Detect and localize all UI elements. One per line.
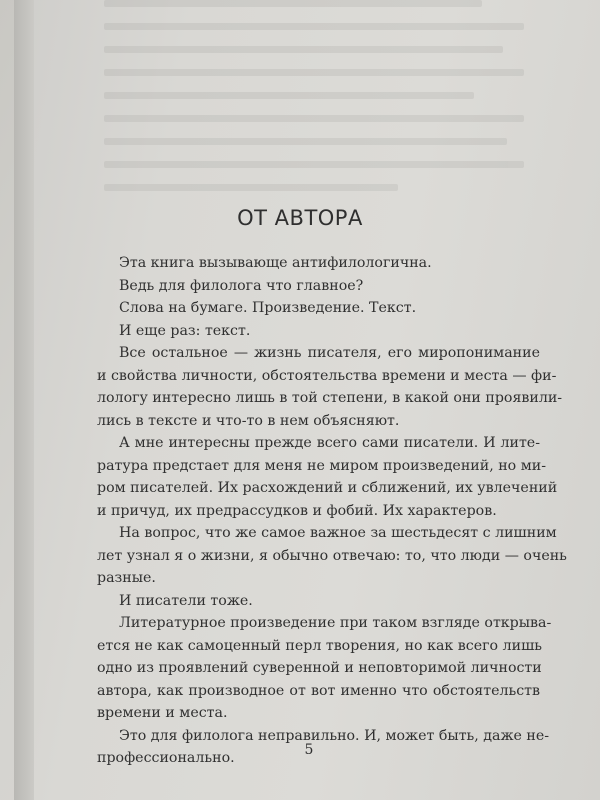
text-line: и свойства личности, обстоятельства времени и места — фи-: [97, 367, 557, 384]
chapter-heading: ОТ АВТОРА: [237, 206, 363, 230]
text-line: И писатели тоже.: [119, 592, 253, 609]
text-line: А мне интересны прежде всего сами писатели. И лите-: [119, 435, 540, 451]
body-text: [97, 252, 567, 770]
spine-shadow: [14, 0, 34, 800]
text-line: лологу интересно лишь в той степени, в какой они проявили-: [97, 390, 563, 406]
text-line: На вопрос, что же самое важное за шестьдесят с лишним: [119, 525, 557, 541]
text-line: профессионально.: [97, 750, 235, 766]
text-line: И еще раз: текст.: [119, 322, 251, 339]
text-line: времени и места.: [97, 705, 228, 721]
text-line: ратура предстает для меня не миром произведений, но ми-: [97, 457, 547, 474]
text-line: ром писателей. Их расхождений и сближений, их увлечений: [97, 480, 558, 496]
text-line: Литературное произведение при таком взгляде открыва-: [119, 615, 552, 631]
text-line: одно из проявлений суверенной и неповторимой личности: [97, 660, 542, 676]
text-line: автора, как производное от вот именно что обстоятельств: [97, 682, 540, 699]
text-line: Это для филолога неправильно. И, может быть, даже не-: [119, 727, 550, 744]
text-line: Ведь для филолога что главное?: [119, 277, 364, 294]
text-line: разные.: [97, 570, 156, 586]
text-line: лет узнал я о жизни, я обычно отвечаю: то, что люди — очень: [97, 547, 567, 564]
text-line: и причуд, их предрассудков и фобий. Их характеров.: [97, 502, 497, 519]
text-line: ется не как самоценный перл творения, но как всего лишь: [97, 637, 542, 654]
text-line: Эта книга вызывающе антифилологична.: [119, 255, 432, 271]
page-number: 5: [304, 742, 314, 758]
reverse-side-bleed-through: [104, 0, 524, 210]
text-line: Все остальное — жизнь писателя, его миропонимание: [119, 345, 540, 361]
text-line: Слова на бумаге. Произведение. Текст.: [119, 300, 417, 316]
text-line: лись в тексте и что-то в нем объясняют.: [97, 412, 400, 429]
